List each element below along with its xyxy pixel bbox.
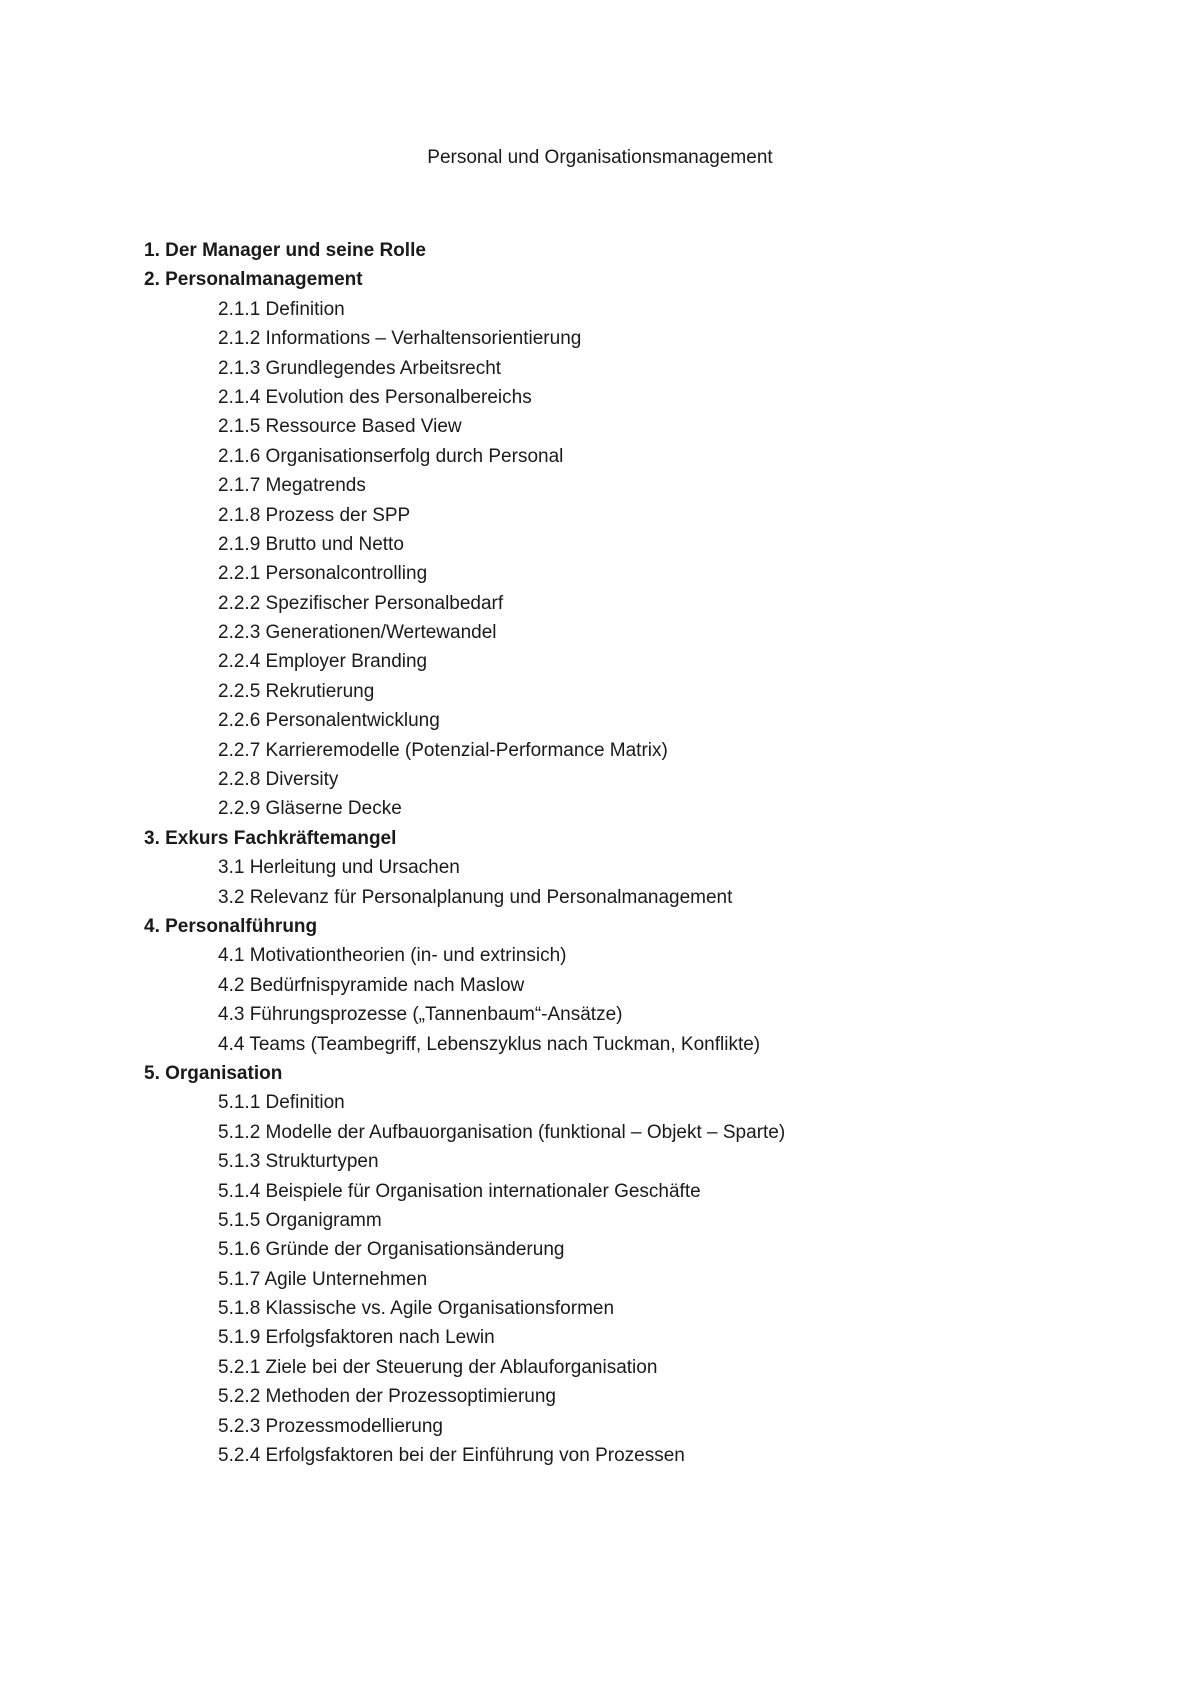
toc-entry: 2.1.1 Definition	[218, 298, 345, 320]
toc-entry: 5.1.5 Organigramm	[218, 1209, 382, 1231]
toc-entry: 4.2 Bedürfnispyramide nach Maslow	[218, 974, 525, 996]
toc-entry: 2.2.3 Generationen/Wertewandel	[218, 622, 497, 644]
toc-entry: 2.2.9 Gläserne Decke	[218, 798, 402, 820]
toc-entry: 2.1.5 Ressource Based View	[218, 416, 462, 438]
toc-entry: 2.2.2 Spezifischer Personalbedarf	[218, 592, 504, 614]
toc-chapter: 5. Organisation	[144, 1062, 283, 1084]
toc-entry: 2.1.2 Informations – Verhaltensorientierung	[218, 328, 582, 350]
toc-entry: 5.1.4 Beispiele für Organisation internationaler Geschäfte	[218, 1180, 701, 1202]
toc-entry: 2.1.3 Grundlegendes Arbeitsrecht	[218, 357, 502, 379]
toc-entry: 5.1.7 Agile Unternehmen	[218, 1268, 428, 1290]
document-title: Personal und Organisationsmanagement	[427, 147, 773, 168]
toc-entry: 5.1.3 Strukturtypen	[218, 1151, 379, 1173]
toc-entry: 2.2.1 Personalcontrolling	[218, 563, 428, 585]
toc-entry: 5.1.9 Erfolgsfaktoren nach Lewin	[218, 1327, 495, 1349]
toc-entry: 5.1.2 Modelle der Aufbauorganisation (funktional – Objekt – Sparte)	[218, 1121, 786, 1143]
toc-entry: 4.3 Führungsprozesse („Tannenbaum“-Ansätze)	[218, 1004, 623, 1026]
toc-entry: 2.1.7 Megatrends	[218, 475, 366, 497]
toc-entry: 2.2.4 Employer Branding	[218, 651, 428, 673]
toc-chapter: 4. Personalführung	[144, 915, 318, 937]
toc-chapter: 1. Der Manager und seine Rolle	[144, 240, 426, 261]
toc-entry: 3.1 Herleitung und Ursachen	[218, 857, 460, 879]
toc-entry: 5.1.6 Gründe der Organisationsänderung	[218, 1239, 565, 1261]
toc-entry: 2.1.8 Prozess der SPP	[218, 504, 411, 526]
toc-entry: 5.2.4 Erfolgsfaktoren bei der Einführung von Prozessen	[218, 1445, 685, 1467]
toc-entry: 4.4 Teams (Teambegriff, Lebenszyklus nach Tuckman, Konflikte)	[218, 1033, 761, 1055]
toc-entry: 2.1.6 Organisationserfolg durch Personal	[218, 445, 564, 467]
toc-entry: 5.1.8 Klassische vs. Agile Organisationsformen	[218, 1298, 615, 1320]
toc-chapter: 2. Personalmanagement	[144, 269, 363, 291]
toc-entry: 5.2.3 Prozessmodellierung	[218, 1415, 443, 1437]
toc-entry: 2.1.9 Brutto und Netto	[218, 533, 404, 555]
toc-chapter: 3. Exkurs Fachkräftemangel	[144, 827, 397, 849]
toc-entry: 2.2.7 Karrieremodelle (Potenzial-Performance Matrix)	[218, 739, 668, 761]
toc-entry: 5.1.1 Definition	[218, 1092, 345, 1114]
toc-entry: 2.2.6 Personalentwicklung	[218, 710, 440, 732]
toc-entry: 5.2.2 Methoden der Prozessoptimierung	[218, 1386, 556, 1408]
toc-entry: 2.1.4 Evolution des Personalbereichs	[218, 386, 532, 408]
toc-entry: 5.2.1 Ziele bei der Steuerung der Ablauforganisation	[218, 1356, 658, 1378]
table-of-contents	[144, 236, 785, 1470]
toc-entry: 3.2 Relevanz für Personalplanung und Personalmanagement	[218, 886, 733, 908]
toc-entry: 4.1 Motivationtheorien (in- und extrinsich)	[218, 945, 567, 967]
toc-entry: 2.2.8 Diversity	[218, 769, 339, 791]
toc-entry: 2.2.5 Rekrutierung	[218, 680, 375, 702]
